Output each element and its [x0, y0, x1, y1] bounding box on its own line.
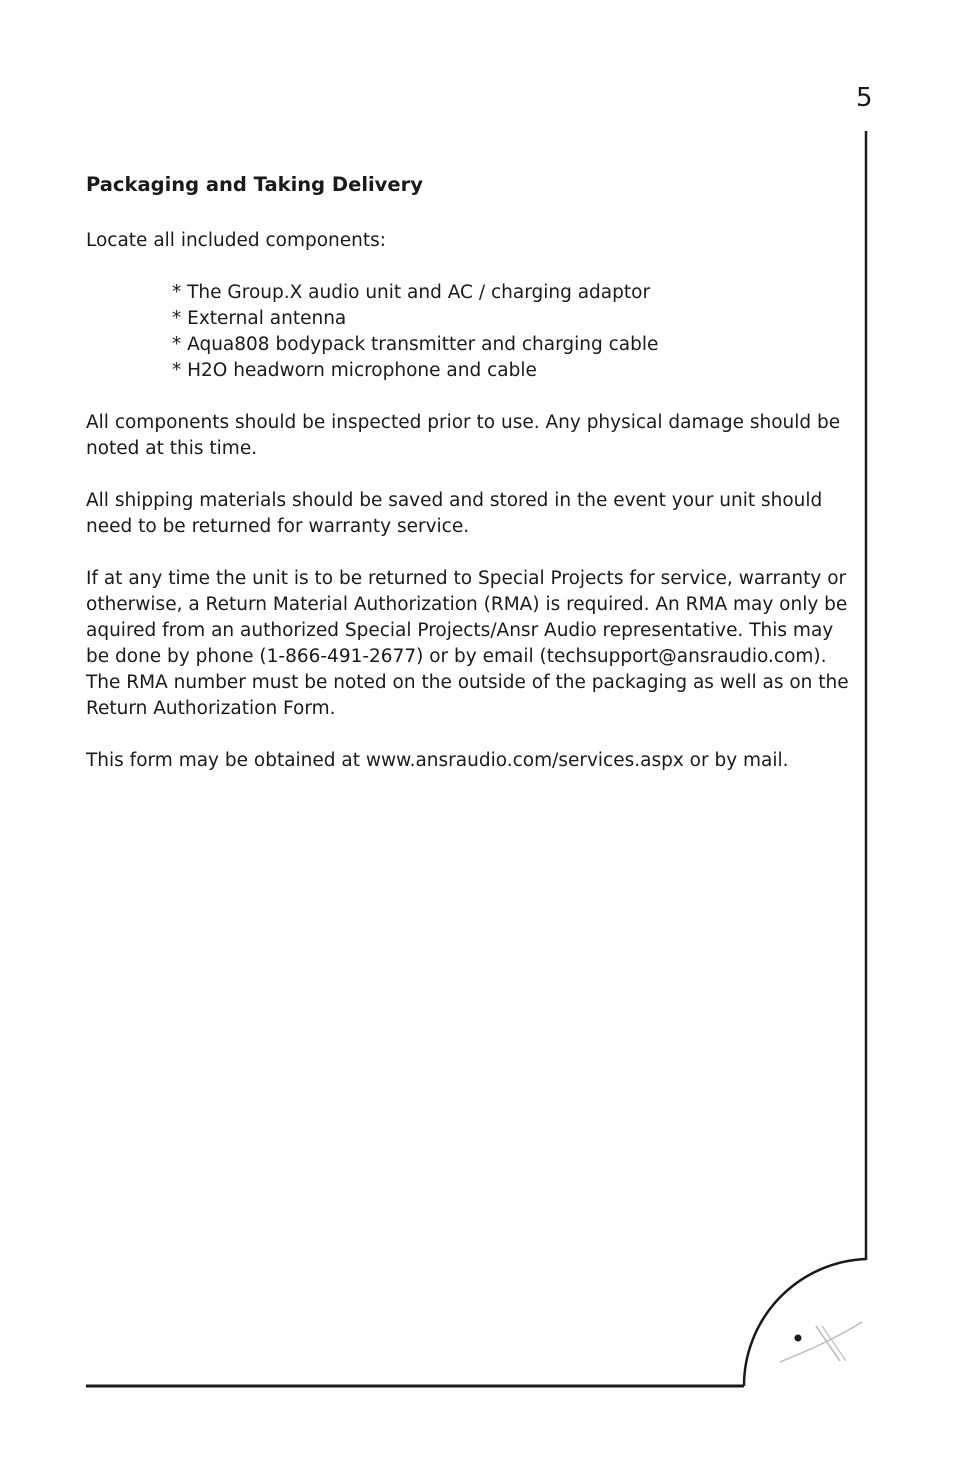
shipping-paragraph	[86, 488, 822, 540]
intro-text: Locate all included components:	[86, 230, 387, 251]
inspection-line: noted at this time.	[86, 438, 258, 459]
corner-arc	[744, 1259, 866, 1386]
page-number: 5	[856, 83, 873, 113]
list-item: * H2O headworn microphone and cable	[172, 360, 537, 381]
inspection-paragraph	[86, 410, 840, 462]
rma-line: Return Authorization Form.	[86, 698, 336, 719]
list-item: * Aqua808 bodypack transmitter and charging cable	[172, 334, 659, 355]
rma-line: otherwise, a Return Material Authorization (RMA) is required. An RMA may only be	[86, 594, 848, 615]
shipping-line: All shipping materials should be saved and stored in the event your unit should	[86, 490, 823, 511]
inspection-line: All components should be inspected prior to use. Any physical damage should be	[86, 412, 841, 433]
section-heading: Packaging and Taking Delivery	[86, 173, 423, 196]
list-item: * The Group.X audio unit and AC / charging adaptor	[172, 282, 651, 303]
rma-line: If at any time the unit is to be returned to Special Projects for service, warranty or	[86, 568, 847, 589]
group-x-logo-icon	[780, 1322, 862, 1362]
rma-line: be done by phone (1-866-491-2677) or by email (techsupport@ansraudio.com).	[86, 646, 827, 667]
rma-line: The RMA number must be noted on the outside of the packaging as well as on the	[86, 672, 849, 693]
shipping-line: need to be returned for warranty service.	[86, 516, 470, 537]
components-list	[172, 280, 658, 384]
rma-line: aquired from an authorized Special Projects/Ansr Audio representative. This may	[86, 620, 834, 641]
rma-paragraph	[86, 566, 849, 722]
list-item: * External antenna	[172, 308, 347, 329]
form-note: This form may be obtained at www.ansraudio.com/services.aspx or by mail.	[86, 750, 789, 771]
